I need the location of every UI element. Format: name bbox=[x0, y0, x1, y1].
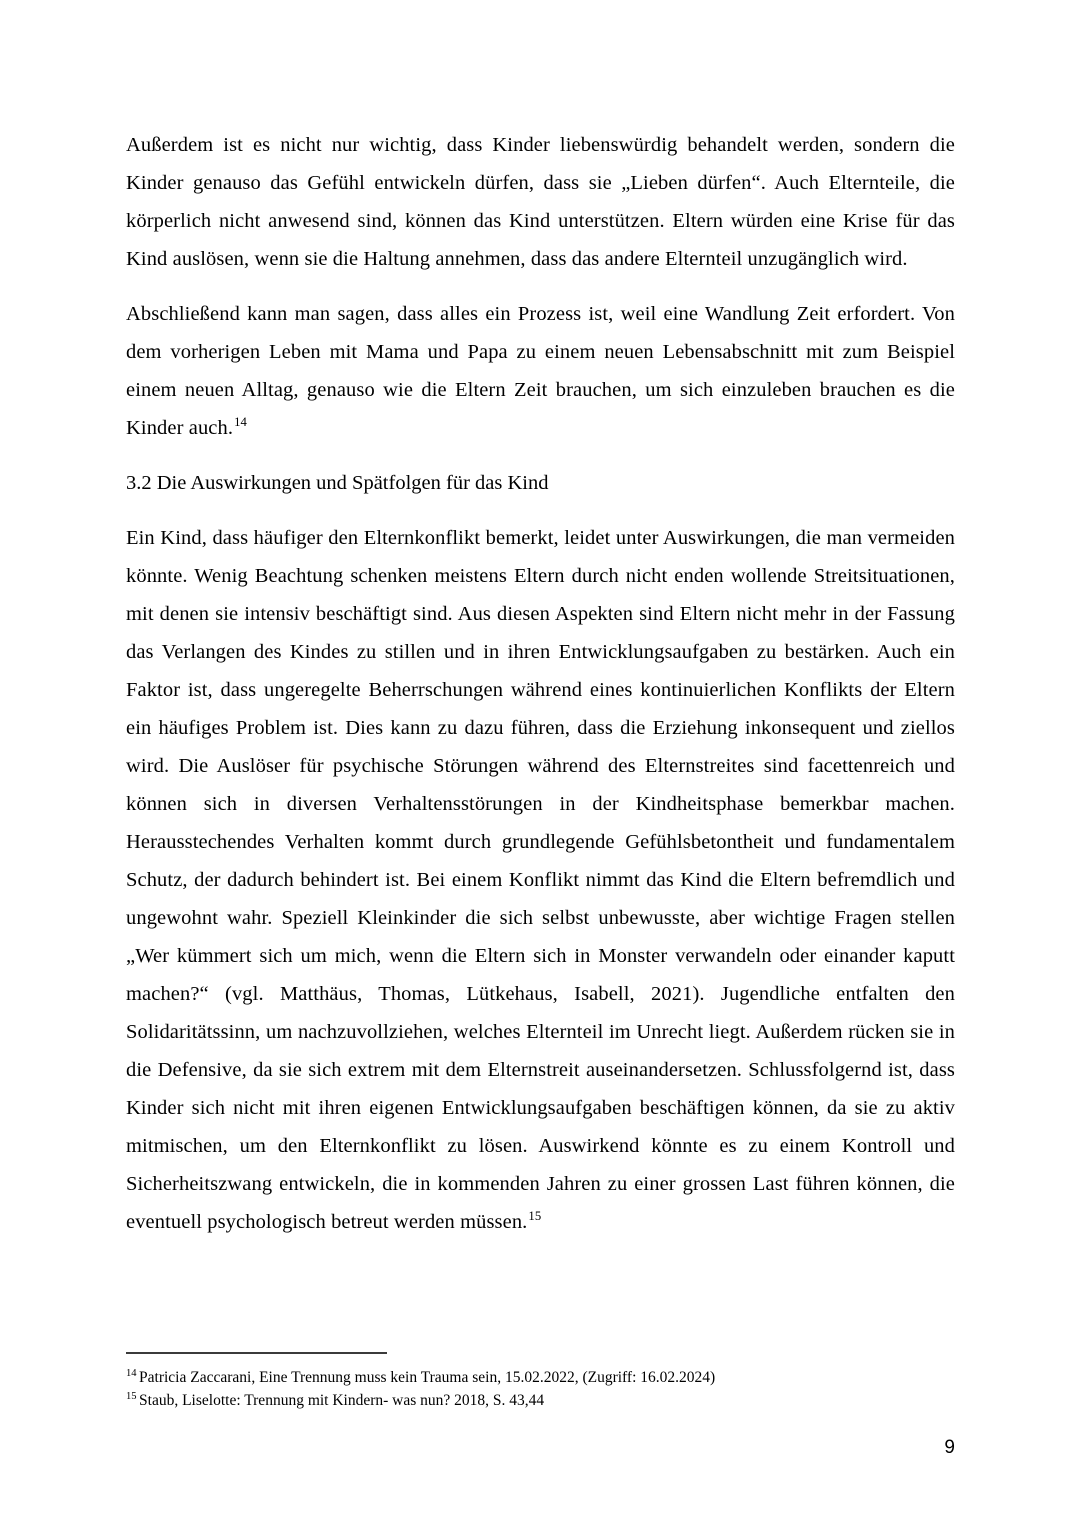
paragraph-text: Ein Kind, dass häufiger den Elternkonflikt bemerkt, leidet unter Auswirkungen, die man vermeiden könnte. Wenig Beachtung schenken meistens Eltern durch nicht enden wollende Streitsituationen, mit denen sie intensiv beschäftigt sind. Aus diesen Aspekten sind Eltern nicht mehr in der Fassung das Verlangen des Kindes zu stillen und in ihren Entwicklungsaufgaben zu bestärken. Auch ein Faktor ist, dass ungeregelte Beherrschungen während eines kontinuierlichen Konflikts der Eltern ein häufiges Problem ist. Dies kann zu dazu führen, dass die Erziehung inkonsequent und ziellos wird. Die Auslöser für psychische Störungen während des Elternstreites sind facettenreich und können sich in diversen Verhaltensstörungen in der Kindheitsphase bemerkbar machen. Herausstechendes Verhalten kommt durch grundlegende Gefühlsbetontheit und fundamentalem Schutz, der dadurch behindert ist. Bei einem Konflikt nimmt das Kind die Eltern befremdlich und ungewohnt wahr. Speziell Kleinkinder die sich selbst unbewusste, aber wichtige Fragen stellen „Wer kümmert sich um mich, wenn die Eltern sich in Monster verwandeln oder einander kaputt machen?“ (vgl. Matthäus, Thomas, Lütkehaus, Isabell, 2021). Jugendliche entfalten den Solidaritätssinn, um nachzuvollziehen, welches Elternteil im Unrecht liegt. Außerdem rücken sie in die Defensive, da sie sich extrem mit dem Elternstreit auseinandersetzen. Schlussfolgernd ist, dass Kinder sich nicht mit ihren eigenen Entwicklungsaufgaben beschäftigen können, da sie zu aktiv mitmischen, um den Elternkonflikt zu lösen. Auswirkend könnte es zu einem Kontroll und Sicherheitszwang entwickeln, die in kommenden Jahren zu einer grossen Last führen können, die eventuell psychologisch betreut werden müssen. bbox=[126, 527, 955, 1233]
footnote-reference-14[interactable]: 14 bbox=[234, 415, 247, 430]
paragraph-auswirkungen bbox=[126, 519, 955, 1241]
footnote-marker: 14 bbox=[126, 1367, 137, 1379]
footnote-item bbox=[126, 1366, 955, 1389]
footnote-reference-15[interactable]: 15 bbox=[528, 1209, 542, 1224]
paragraph-text: Abschließend kann man sagen, dass alles ein Prozess ist, weil eine Wandlung Zeit erfordert. Von dem vorherigen Leben mit Mama und Papa zu einem neuen Lebensabschnitt mit zum Beispiel einem neuen Alltag, genauso wie die Eltern Zeit brauchen, um sich einzuleben brauchen es die Kinder auch. bbox=[126, 303, 955, 439]
paragraph-liebenswuerdig bbox=[126, 126, 955, 278]
footnote-list bbox=[126, 1366, 955, 1412]
page-number: 9 bbox=[944, 1437, 955, 1458]
footnote-marker: 15 bbox=[126, 1390, 137, 1402]
section-heading-3-2: 3.2 Die Auswirkungen und Spätfolgen für das Kind bbox=[126, 472, 549, 494]
paragraph-text: Außerdem ist es nicht nur wichtig, dass Kinder liebenswürdig behandelt werden, sondern die Kinder genauso das Gefühl entwickeln dürfen, dass sie „Lieben dürfen“. Auch Elternteile, die körperlich nicht anwesend sind, können das Kind unterstützen. Eltern würden eine Krise für das Kind auslösen, wenn sie die Haltung annehmen, dass das andere Elternteil unzugänglich wird. bbox=[126, 134, 955, 270]
footnote-item bbox=[126, 1389, 955, 1412]
footnote-text: Staub, Liselotte: Trennung mit Kindern- was nun? 2018, S. 43,44 bbox=[139, 1392, 545, 1409]
footnote-separator-line bbox=[126, 1352, 387, 1354]
footnote-text: Patricia Zaccarani, Eine Trennung muss kein Trauma sein, 15.02.2022, (Zugriff: 16.02.2024) bbox=[139, 1369, 716, 1386]
page-content bbox=[126, 126, 955, 1241]
paragraph-abschliessend bbox=[126, 295, 955, 447]
footnote-area bbox=[126, 1352, 955, 1412]
